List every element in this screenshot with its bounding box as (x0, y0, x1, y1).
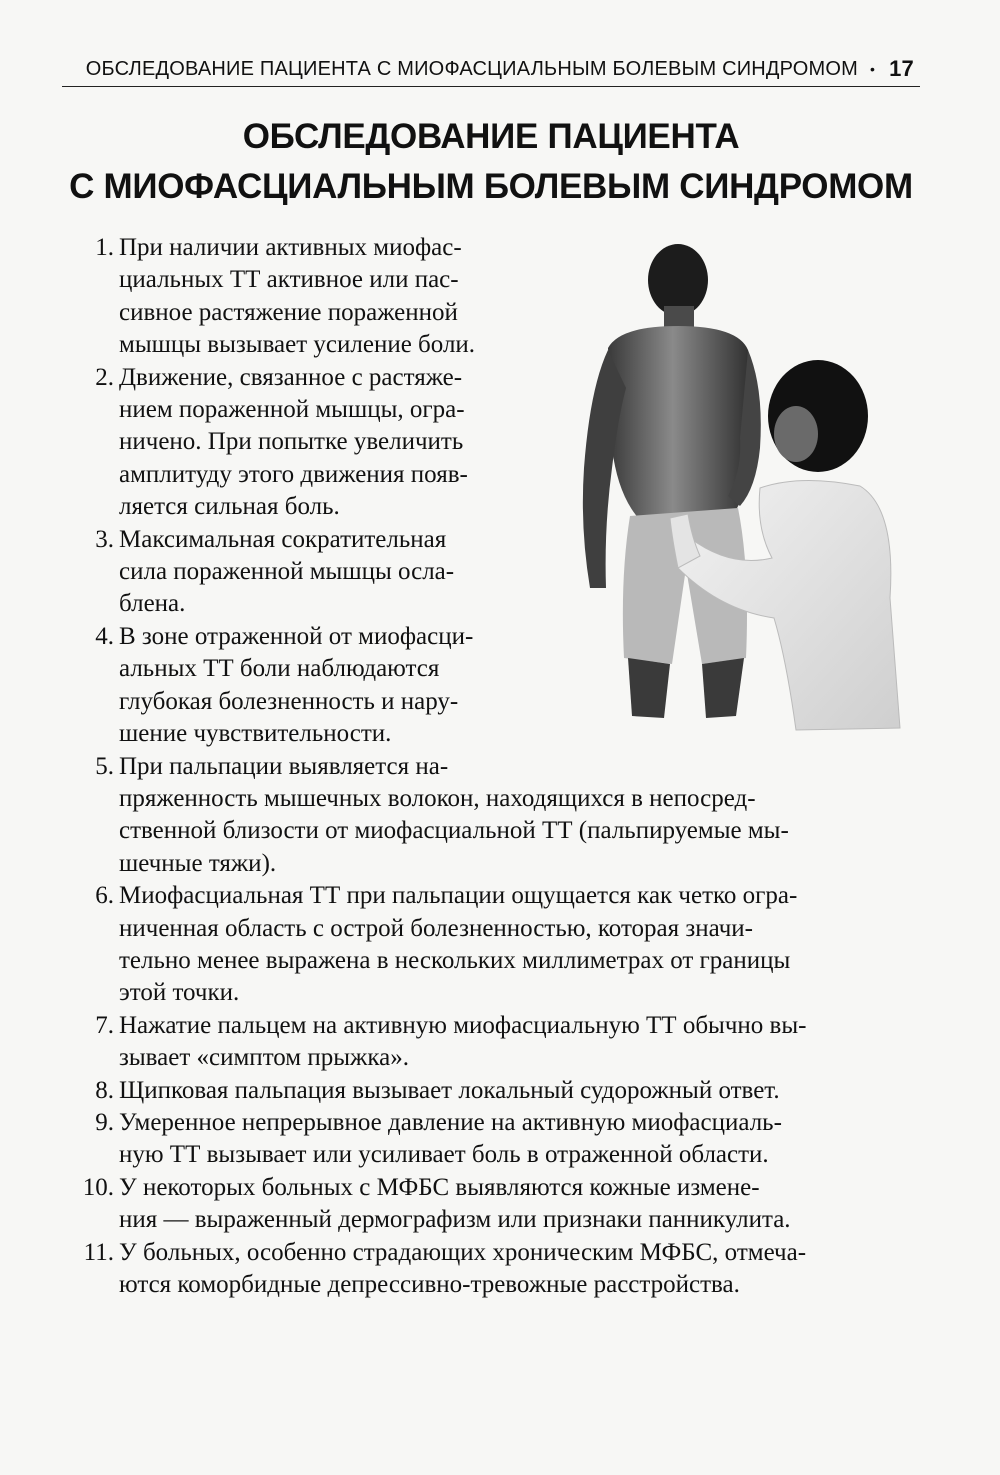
list-item-line: мышцы вызывает усиление боли. (119, 331, 476, 359)
list-item-line: ственной близости от миофасциальной ТТ (пальпируемые мы- (119, 817, 789, 845)
list-item-line: глубокая болезненность и нару- (119, 687, 459, 715)
list-item-number: 11. (83, 1238, 114, 1266)
list-item-line: ния — выраженный дермографизм или признаки панникулита. (119, 1206, 791, 1234)
list-item-line: сивное растяжение пораженной (119, 298, 458, 326)
list-item (62, 232, 920, 362)
findings-list (62, 232, 920, 1301)
list-item (62, 1075, 920, 1107)
list-item-line: При наличии активных миофас- (119, 234, 462, 261)
list-item-line: ную ТТ вызывает или усиливает боль в отраженной области. (119, 1141, 769, 1169)
list-item-line: ниченная область с острой болезненностью, которая значи- (119, 914, 754, 942)
list-item-line: Максимальная сократительная (119, 525, 447, 553)
page-number: 17 (889, 56, 914, 81)
list-item-line: шечные тяжи). (119, 849, 277, 877)
list-item (62, 751, 920, 881)
list-item-line: пряженность мышечных волокон, находящихся в непосред- (119, 784, 756, 812)
list-item-line: Миофасциальная ТТ при пальпации ощущается как четко огра- (119, 882, 798, 910)
list-item (62, 1107, 920, 1172)
list-item-number: 9. (95, 1108, 114, 1136)
bullet-separator: • (870, 61, 876, 77)
list-item-number: 4. (95, 622, 114, 650)
list-item-number: 1. (95, 234, 114, 261)
running-head (62, 52, 920, 87)
list-item-line: циальных ТТ активное или пас- (119, 266, 459, 294)
section-title (62, 112, 920, 212)
list-item-line: зывает «симптом прыжка». (119, 1044, 409, 1072)
list-item-number: 3. (95, 525, 114, 553)
list-item-line: Нажатие пальцем на активную миофасциальную ТТ обычно вы- (119, 1011, 807, 1039)
list-item (62, 880, 920, 1010)
list-item-line: Умеренное непрерывное давление на активную миофасциаль- (119, 1108, 782, 1136)
list-item (62, 1172, 920, 1237)
list-item-line: При пальпации выявляется на- (119, 752, 449, 780)
list-item (62, 1237, 920, 1302)
list-item (62, 1010, 920, 1075)
section-title-line-2: С МИОФАСЦИАЛЬНЫМ БОЛЕВЫМ СИНДРОМОМ (69, 167, 913, 206)
list-item-line: В зоне отраженной от миофасци- (119, 622, 474, 650)
list-item-line: шение чувствительности. (119, 720, 392, 748)
running-head-title: ОБСЛЕДОВАНИЕ ПАЦИЕНТА С МИОФАСЦИАЛЬНЫМ БОЛЕВЫМ СИНДРОМОМ (85, 57, 859, 80)
section-title-line-1: ОБСЛЕДОВАНИЕ ПАЦИЕНТА (242, 117, 740, 156)
list-item-line: У некоторых больных с МФБС выявляются кожные измене- (119, 1173, 760, 1201)
list-item-line: ляется сильная боль. (119, 493, 340, 521)
list-item-line: блена. (119, 590, 186, 618)
list-item-number: 7. (95, 1011, 114, 1039)
list-item-number: 10. (82, 1173, 114, 1201)
list-item-line: нием пораженной мышцы, огра- (119, 396, 465, 424)
list-item (62, 524, 920, 621)
list-item-number: 5. (95, 752, 114, 780)
list-item (62, 362, 920, 524)
list-item-line: этой точки. (119, 979, 240, 1007)
list-item-line: сила пораженной мышцы осла- (119, 558, 455, 586)
list-item-line: ются коморбидные депрессивно-тревожные расстройства. (119, 1271, 740, 1298)
list-item-number: 6. (95, 882, 114, 910)
list-item-line: Движение, связанное с растяже- (119, 363, 463, 391)
list-item-line: ничено. При попытке увеличить (119, 428, 464, 456)
list-item-number: 2. (95, 363, 114, 391)
list-item-line: тельно менее выражена в нескольких миллиметрах от границы (119, 946, 791, 974)
list-item-line: амплитуду этого движения появ- (119, 460, 468, 488)
list-item-line: У больных, особенно страдающих хроническим МФБС, отмеча- (119, 1238, 807, 1266)
list-item-number: 8. (95, 1076, 114, 1104)
list-item-line: Щипковая пальпация вызывает локальный судорожный ответ. (119, 1076, 780, 1104)
list-item-line: альных ТТ боли наблюдаются (119, 655, 440, 683)
list-item (62, 621, 920, 751)
